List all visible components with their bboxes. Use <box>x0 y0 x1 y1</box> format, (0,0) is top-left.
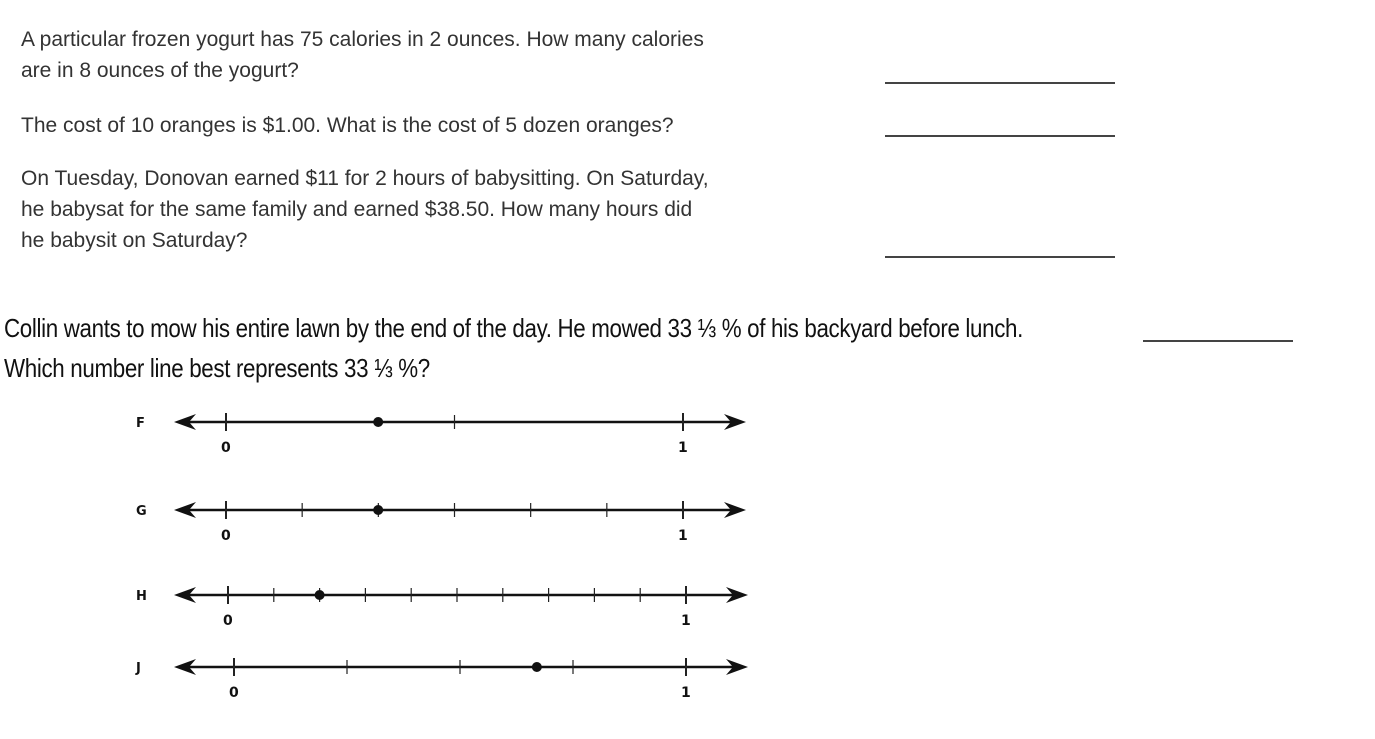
question-line-2: Which number line best represents 33 ⅓ %? <box>4 353 430 383</box>
number-line-j-letter: J <box>136 661 141 676</box>
number-line-f-letter: F <box>136 416 145 431</box>
problem-babysitting: On Tuesday, Donovan earned $11 for 2 hours of babysitting. On Saturday, he babysat for the same family and earned $38.50. How many hours did he babysit on Saturday? <box>21 167 709 252</box>
number-line-g-letter: G <box>136 504 147 519</box>
problem-oranges: The cost of 10 oranges is $1.00. What is the cost of 5 dozen oranges? <box>21 114 674 137</box>
number-line-h-label-end: 1 <box>681 613 691 629</box>
number-line-g-point <box>373 505 383 515</box>
problem-frozen-yogurt: A particular frozen yogurt has 75 calories in 2 ounces. How many calories are in 8 ounces of the yogurt? <box>21 28 704 82</box>
number-line-g-label-start: 0 <box>221 528 231 544</box>
number-line-h-point <box>315 590 325 600</box>
number-line-j-label-start: 0 <box>229 685 239 701</box>
number-line-g-label-end: 1 <box>678 528 688 544</box>
number-line-f-point <box>373 417 383 427</box>
number-line-f-label-start: 0 <box>221 440 231 456</box>
number-line-f-label-end: 1 <box>678 440 688 456</box>
number-line-h-label-start: 0 <box>223 613 233 629</box>
number-line-j-label-end: 1 <box>681 685 691 701</box>
number-line-j-point <box>532 662 542 672</box>
number-line-h-letter: H <box>136 589 147 604</box>
question-line-1: Collin wants to mow his entire lawn by the end of the day. He mowed 33 ⅓ % of his backyard before lunch. <box>4 313 1024 343</box>
